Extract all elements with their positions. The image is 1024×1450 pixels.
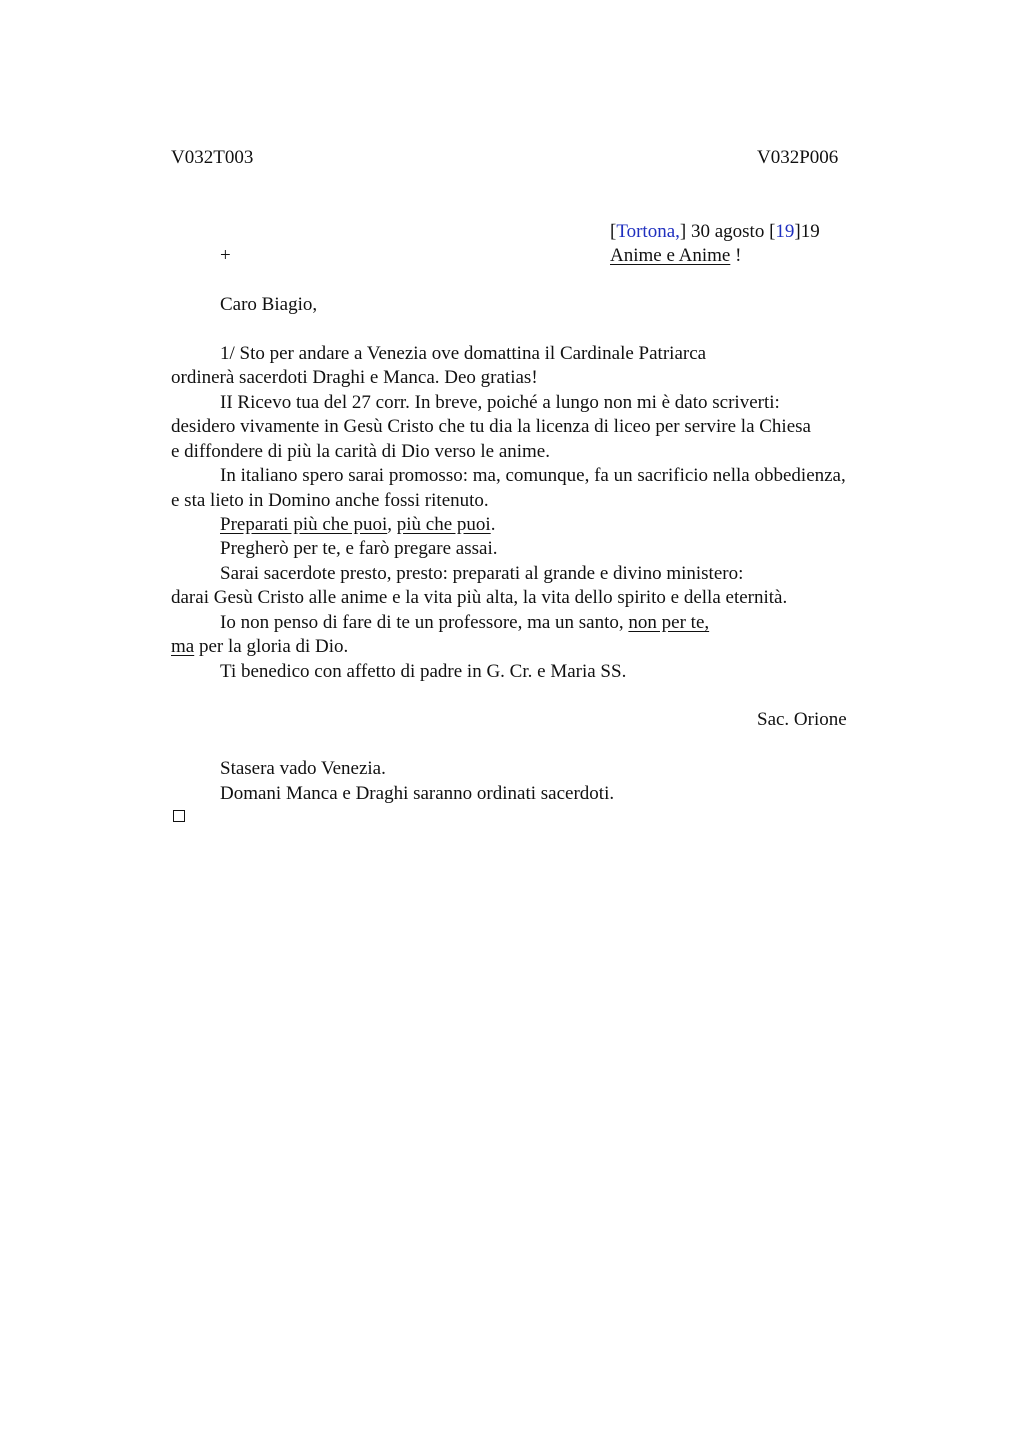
motto-suffix: !	[730, 245, 742, 266]
cross-symbol: +	[220, 245, 231, 266]
body-line: desidero vivamente in Gesù Cristo che tu dia la licenza di liceo per servire la Chiesa	[171, 416, 811, 437]
body-line: 1/ Sto per andare a Venezia ove domattina il Cardinale Patriarca	[220, 343, 707, 364]
body-line: e diffondere di più la carità di Dio verso le anime.	[171, 441, 550, 462]
dateline-day-month: ] 30 agosto [	[679, 221, 776, 242]
dateline-place: Tortona,	[616, 221, 680, 242]
body-line	[220, 513, 495, 537]
body-line	[171, 635, 348, 659]
underlined-phrase: Preparati più che puoi	[220, 514, 388, 535]
body-line	[220, 611, 709, 635]
salutation: Caro Biagio,	[220, 294, 318, 315]
motto	[610, 244, 741, 268]
body-line: Ti benedico con affetto di padre in G. Cr. e Maria SS.	[220, 661, 627, 682]
signature: Sac. Orione	[757, 709, 847, 730]
underlined-phrase: non per te,	[628, 612, 710, 633]
body-text: Io non penso di fare di te un professore, ma un santo,	[220, 612, 629, 633]
body-line: darai Gesù Cristo alle anime e la vita più alta, la vita dello spirito e della eternità.	[171, 587, 788, 608]
body-line: II Ricevo tua del 27 corr. In breve, poiché a lungo non mi è dato scriverti:	[220, 392, 780, 413]
dateline	[610, 220, 820, 244]
body-line: Pregherò per te, e farò pregare assai.	[220, 538, 498, 559]
body-text: per la gloria di Dio.	[194, 636, 349, 657]
body-line: In italiano spero sarai promosso: ma, comunque, fa un sacrificio nella obbedienza,	[220, 465, 846, 486]
postscript-line: Domani Manca e Draghi saranno ordinati sacerdoti.	[220, 783, 615, 804]
dateline-year: ]19	[794, 221, 820, 242]
underlined-phrase: più che puoi	[396, 514, 491, 535]
underlined-phrase: ma	[171, 636, 195, 657]
body-line: ordinerà sacerdoti Draghi e Manca. Deo gratias!	[171, 367, 538, 388]
body-line: Sarai sacerdote presto, presto: preparati al grande e divino ministero:	[220, 563, 744, 584]
dateline-century: 19	[775, 221, 795, 242]
period: .	[490, 514, 496, 535]
postscript-line: Stasera vado Venezia.	[220, 758, 386, 779]
motto-text: Anime e Anime	[610, 245, 731, 266]
document-code-left: V032T003	[171, 147, 254, 168]
document-code-right: V032P006	[757, 147, 839, 168]
separator: ,	[387, 514, 397, 535]
dateline-open-bracket: [	[610, 221, 617, 242]
end-marker-icon	[173, 810, 185, 822]
body-line: e sta lieto in Domino anche fossi ritenuto.	[171, 490, 489, 511]
